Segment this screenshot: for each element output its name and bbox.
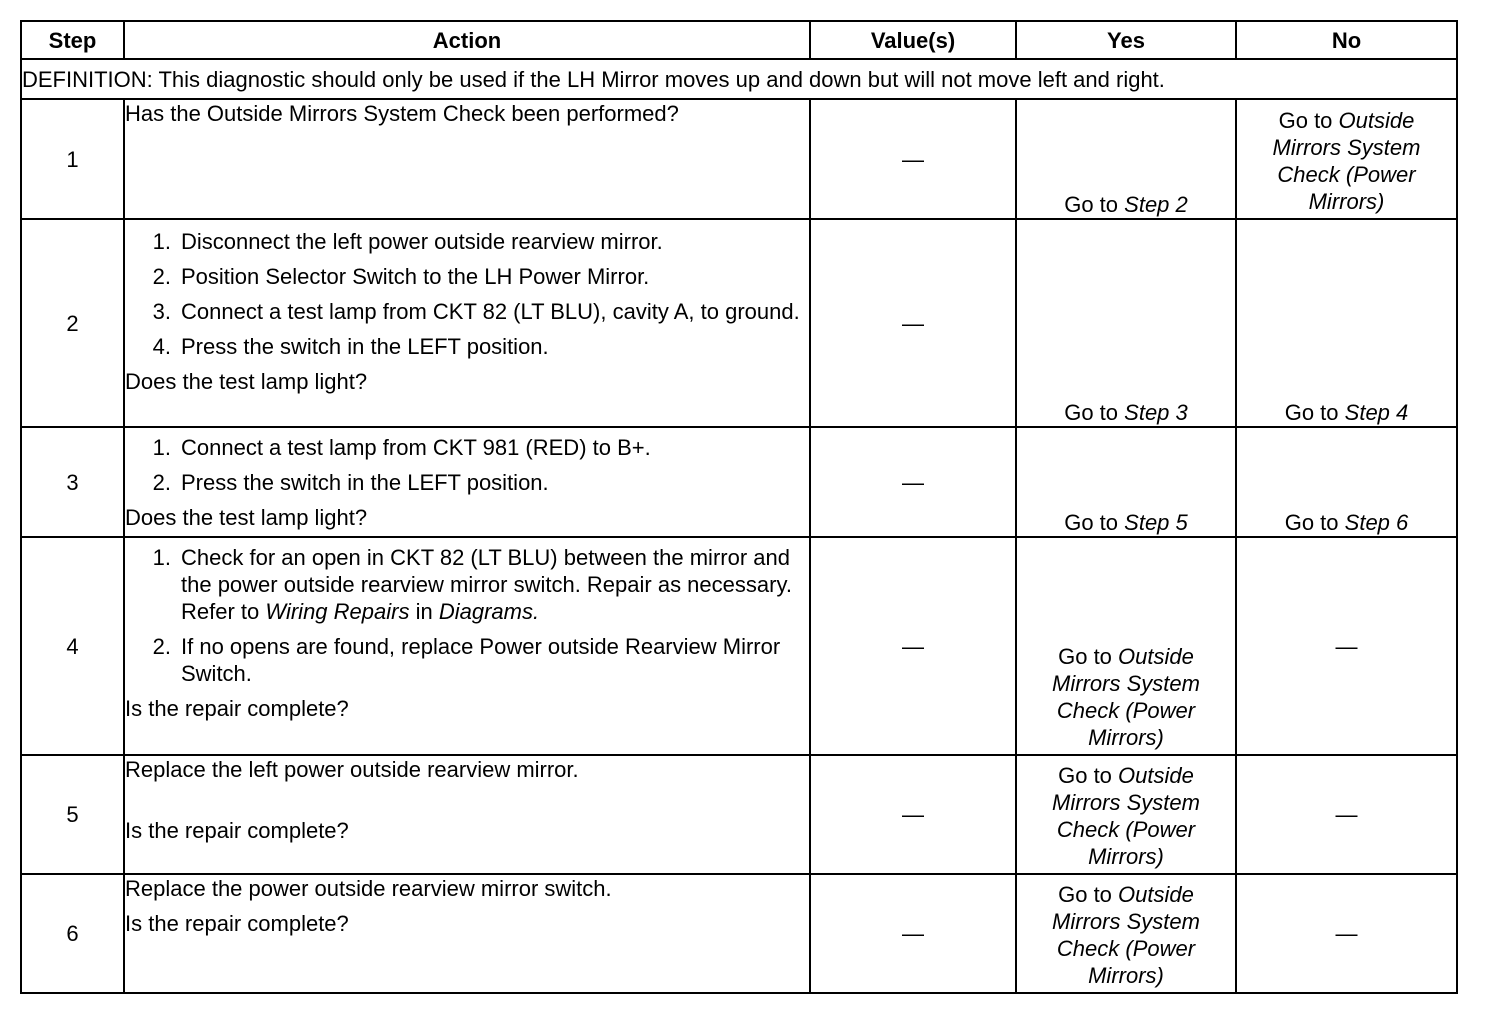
- value-cell: —: [810, 755, 1016, 874]
- action-step-text: Check for an open in CKT 82 (LT BLU) between the mirror and the power outside rearview mirror switch. Repair as necessary. Refer to: [181, 545, 792, 624]
- action-step-text: in: [415, 599, 433, 624]
- yes-link[interactable]: Outside Mirrors System Check (Power Mirrors): [1052, 763, 1200, 869]
- header-yes: Yes: [1016, 21, 1236, 59]
- value-cell: —: [810, 219, 1016, 427]
- header-step: Step: [21, 21, 124, 59]
- table-row: [21, 874, 1457, 993]
- yes-cell: [1016, 219, 1236, 427]
- step-number: 5: [21, 755, 124, 874]
- go-to-label: Go to: [1058, 644, 1112, 669]
- yes-link[interactable]: Step 5: [1124, 510, 1188, 535]
- action-step: 1. Disconnect the left power outside rearview mirror.: [152, 229, 663, 254]
- action-question: Does the test lamp light?: [125, 369, 368, 394]
- header-row: [21, 21, 1457, 59]
- action-question: Is the repair complete?: [125, 696, 349, 721]
- go-to-label: Go to: [1064, 400, 1119, 425]
- no-cell: —: [1236, 755, 1457, 874]
- no-link[interactable]: Step 6: [1344, 510, 1409, 535]
- definition-text: DEFINITION: This diagnostic should only be used if the LH Mirror moves up and down but will not move left and right.: [21, 59, 1457, 99]
- table-row: [21, 99, 1457, 219]
- action-cell: [124, 427, 810, 537]
- yes-link[interactable]: Step 2: [1124, 192, 1188, 217]
- diagrams-ref[interactable]: Diagrams.: [438, 599, 540, 624]
- go-to-label: Go to: [1064, 510, 1119, 535]
- action-cell: [124, 755, 810, 874]
- yes-cell: [1016, 99, 1236, 219]
- action-steps: [125, 544, 809, 687]
- action-steps: [125, 434, 809, 496]
- action-question: Does the test lamp light?: [125, 505, 368, 530]
- no-cell: —: [1236, 537, 1457, 755]
- action-step: 2. If no opens are found, replace Power outside Rearview Mirror Switch.: [152, 634, 781, 686]
- action-text: Replace the left power outside rearview mirror.: [125, 757, 579, 782]
- no-link[interactable]: Step 4: [1344, 400, 1409, 425]
- yes-cell: [1016, 427, 1236, 537]
- action-step: 1. Connect a test lamp from CKT 981 (RED) to B+.: [152, 435, 651, 460]
- action-step: 2. Press the switch in the LEFT position.: [152, 470, 549, 495]
- header-action: Action: [124, 21, 810, 59]
- value-cell: —: [810, 874, 1016, 993]
- no-cell: [1236, 219, 1457, 427]
- yes-cell: [1016, 874, 1236, 993]
- value-cell: —: [810, 537, 1016, 755]
- no-cell: [1236, 99, 1457, 219]
- step-number: 3: [21, 427, 124, 537]
- yes-link[interactable]: Step 3: [1124, 400, 1188, 425]
- action-cell: [124, 874, 810, 993]
- table-row: [21, 219, 1457, 427]
- go-to-label: Go to: [1284, 400, 1339, 425]
- diagnostic-table: [20, 20, 1458, 994]
- yes-cell: [1016, 755, 1236, 874]
- wiring-repairs-ref[interactable]: Wiring Repairs: [265, 599, 410, 624]
- table-row: [21, 537, 1457, 755]
- table-row: [21, 755, 1457, 874]
- action-step: 4. Press the switch in the LEFT position.: [152, 334, 549, 359]
- no-cell: —: [1236, 874, 1457, 993]
- go-to-label: Go to: [1284, 510, 1339, 535]
- value-cell: —: [810, 99, 1016, 219]
- action-step: 3. Connect a test lamp from CKT 82 (LT BLU), cavity A, to ground.: [152, 299, 800, 324]
- yes-link[interactable]: Outside Mirrors System Check (Power Mirrors): [1052, 882, 1200, 988]
- action-steps: [125, 228, 809, 360]
- action-cell: [124, 537, 810, 755]
- table-row: [21, 427, 1457, 537]
- action-question: Is the repair complete?: [125, 911, 349, 936]
- header-no: No: [1236, 21, 1457, 59]
- header-value: Value(s): [810, 21, 1016, 59]
- value-cell: —: [810, 427, 1016, 537]
- step-number: 6: [21, 874, 124, 993]
- action-cell: [124, 219, 810, 427]
- no-cell: [1236, 427, 1457, 537]
- step-number: 2: [21, 219, 124, 427]
- action-text: Replace the power outside rearview mirror switch.: [125, 876, 612, 901]
- go-to-label: Go to: [1058, 882, 1112, 907]
- action-step: 2. Position Selector Switch to the LH Power Mirror.: [152, 264, 650, 289]
- action-step: 1. Check for an open in CKT 82 (LT BLU) between the mirror and the power outside rearview mirror switch. Repair as necessary. Refer to Wiring Repairs in Diagrams.: [152, 545, 792, 624]
- yes-cell: [1016, 537, 1236, 755]
- action-text: Has the Outside Mirrors System Check been performed?: [125, 101, 679, 126]
- go-to-label: Go to: [1278, 108, 1333, 133]
- no-link[interactable]: Outside Mirrors System Check (Power Mirrors): [1272, 108, 1421, 214]
- action-cell: [124, 99, 810, 219]
- go-to-label: Go to: [1064, 192, 1119, 217]
- go-to-label: Go to: [1058, 763, 1112, 788]
- definition-row: [21, 59, 1457, 99]
- action-question: Is the repair complete?: [125, 818, 349, 843]
- yes-link[interactable]: Outside Mirrors System Check (Power Mirrors): [1052, 644, 1200, 750]
- step-number: 4: [21, 537, 124, 755]
- step-number: 1: [21, 99, 124, 219]
